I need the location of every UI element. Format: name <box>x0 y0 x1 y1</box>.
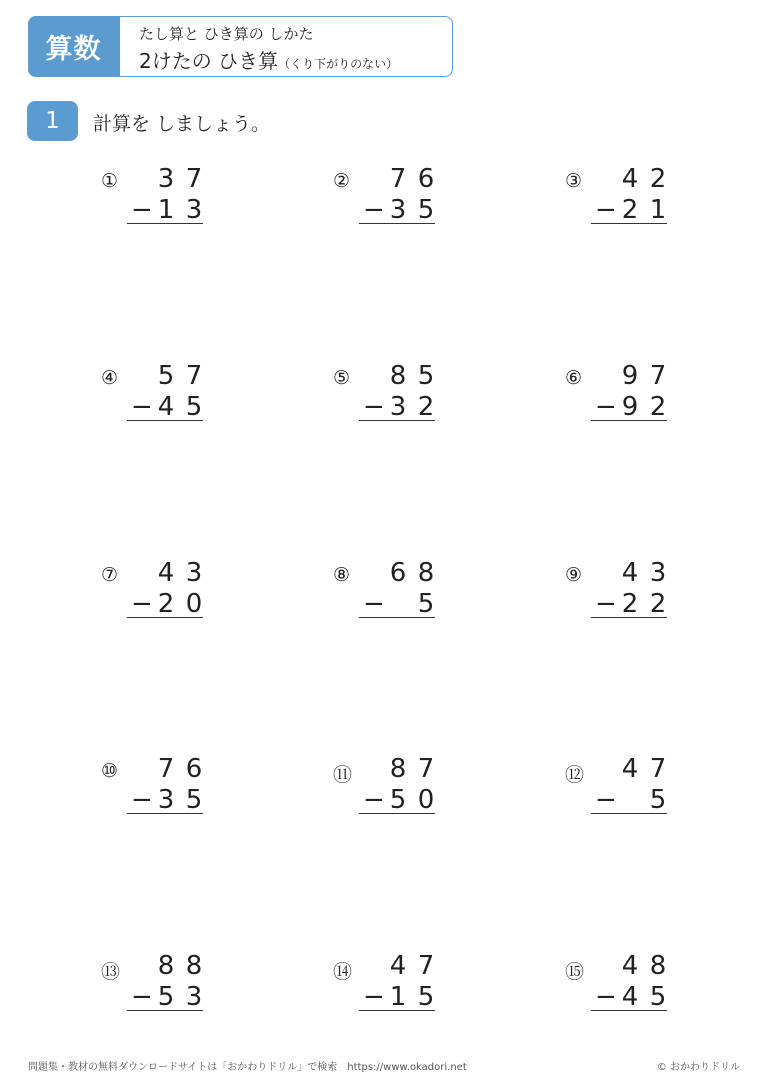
answer-line <box>591 1010 667 1011</box>
digit: 3 <box>185 195 203 225</box>
problem-number: ⑧ <box>333 564 351 586</box>
digit: 1 <box>389 982 407 1012</box>
answer-line <box>359 223 435 224</box>
digit: 4 <box>621 558 639 588</box>
digit: 7 <box>417 951 435 981</box>
digit: 7 <box>185 361 203 391</box>
digit: 5 <box>417 195 435 225</box>
minus-sign: − <box>363 392 385 422</box>
digit: 1 <box>649 195 667 225</box>
problem-number: ⑥ <box>565 367 583 389</box>
digit: 2 <box>649 589 667 619</box>
digit: 4 <box>157 392 175 422</box>
digit: 7 <box>649 754 667 784</box>
problem-15 <box>565 951 675 1015</box>
answer-line <box>127 617 203 618</box>
minuend <box>151 164 209 196</box>
digit: 3 <box>389 392 407 422</box>
problem-number: ⑬ <box>101 961 121 983</box>
digit: 2 <box>417 392 435 422</box>
digit: 5 <box>389 785 407 815</box>
digit: 5 <box>417 982 435 1012</box>
problem-13 <box>101 951 211 1015</box>
minuend <box>383 951 441 983</box>
problem-number: ⑫ <box>565 764 585 786</box>
digit: 5 <box>185 392 203 422</box>
digit: 0 <box>185 589 203 619</box>
header-title-main: 2けたの ひき算 <box>139 49 279 73</box>
digit: 8 <box>389 361 407 391</box>
digit: 3 <box>649 558 667 588</box>
footer-site-info: 問題集・教材の無料ダウンロードサイトは「おかわりドリル」で検索 https://www.okadori.net <box>28 1062 467 1073</box>
digit: 9 <box>621 361 639 391</box>
digit: 5 <box>417 589 435 619</box>
minus-sign: − <box>595 785 617 815</box>
digit: 1 <box>157 195 175 225</box>
digit: 8 <box>417 558 435 588</box>
minuend <box>615 164 673 196</box>
minus-sign: − <box>595 589 617 619</box>
digit: 5 <box>185 785 203 815</box>
digit: 0 <box>417 785 435 815</box>
digit: 9 <box>621 392 639 422</box>
answer-line <box>359 420 435 421</box>
digit: 3 <box>185 982 203 1012</box>
digit: 8 <box>649 951 667 981</box>
digit: 8 <box>389 754 407 784</box>
header-title-line1: たし算と ひき算の しかた <box>139 25 314 43</box>
answer-line <box>591 223 667 224</box>
minuend <box>151 361 209 393</box>
problem-number: ⑭ <box>333 961 353 983</box>
problem-number: ⑪ <box>333 764 353 786</box>
digit: 3 <box>185 558 203 588</box>
minus-sign: − <box>595 982 617 1012</box>
problem-number: ② <box>333 170 351 192</box>
problem-7 <box>101 558 211 622</box>
digit: 2 <box>621 195 639 225</box>
problem-number: ⑦ <box>101 564 119 586</box>
digit: 5 <box>157 982 175 1012</box>
answer-line <box>359 813 435 814</box>
problem-14 <box>333 951 443 1015</box>
digit: 4 <box>621 164 639 194</box>
digit: 2 <box>649 164 667 194</box>
minus-sign: − <box>363 589 385 619</box>
problem-number: ⑨ <box>565 564 583 586</box>
digit: 5 <box>157 361 175 391</box>
minuend <box>383 754 441 786</box>
problem-11 <box>333 754 443 818</box>
minus-sign: − <box>363 195 385 225</box>
header-title-note: （くり下がりのない） <box>278 57 399 71</box>
problem-2 <box>333 164 443 228</box>
minuend <box>615 754 673 786</box>
minus-sign: − <box>131 785 153 815</box>
digit: 7 <box>649 361 667 391</box>
minus-sign: − <box>363 982 385 1012</box>
problem-3 <box>565 164 675 228</box>
digit: 7 <box>185 164 203 194</box>
answer-line <box>359 617 435 618</box>
digit: 2 <box>649 392 667 422</box>
digit: 4 <box>621 982 639 1012</box>
minuend <box>151 754 209 786</box>
answer-line <box>127 813 203 814</box>
minuend <box>383 558 441 590</box>
minus-sign: − <box>131 195 153 225</box>
minuend <box>615 361 673 393</box>
question-instruction: 計算を しましょう。 <box>93 113 271 135</box>
problem-9 <box>565 558 675 622</box>
digit: 8 <box>185 951 203 981</box>
digit: 3 <box>157 164 175 194</box>
digit: 2 <box>157 589 175 619</box>
subject-badge: 算数 <box>28 16 120 77</box>
problem-number: ⑮ <box>565 961 585 983</box>
answer-line <box>591 813 667 814</box>
minus-sign: − <box>131 589 153 619</box>
problem-number: ④ <box>101 367 119 389</box>
digit: 5 <box>649 982 667 1012</box>
answer-line <box>127 1010 203 1011</box>
digit: 4 <box>621 951 639 981</box>
problem-5 <box>333 361 443 425</box>
minuend <box>151 951 209 983</box>
digit: 5 <box>649 785 667 815</box>
digit: 7 <box>157 754 175 784</box>
problem-12 <box>565 754 675 818</box>
problem-4 <box>101 361 211 425</box>
minuend <box>151 558 209 590</box>
minuend <box>383 164 441 196</box>
digit: 4 <box>389 951 407 981</box>
problem-number: ⑩ <box>101 760 119 782</box>
problem-number: ③ <box>565 170 583 192</box>
problem-1 <box>101 164 211 228</box>
digit: 8 <box>157 951 175 981</box>
minus-sign: − <box>131 982 153 1012</box>
digit: 6 <box>417 164 435 194</box>
answer-line <box>591 617 667 618</box>
digit: 7 <box>417 754 435 784</box>
footer-copyright: © おかわりドリル <box>656 1062 740 1073</box>
minuend <box>615 558 673 590</box>
answer-line <box>591 420 667 421</box>
header-title-line2 <box>139 45 398 74</box>
digit: 3 <box>157 785 175 815</box>
digit: 7 <box>389 164 407 194</box>
problem-number: ① <box>101 170 119 192</box>
minuend <box>615 951 673 983</box>
digit: 4 <box>157 558 175 588</box>
minus-sign: − <box>595 195 617 225</box>
digit: 6 <box>185 754 203 784</box>
answer-line <box>359 1010 435 1011</box>
question-number-badge: 1 <box>27 101 78 141</box>
digit: 6 <box>389 558 407 588</box>
digit: 2 <box>621 589 639 619</box>
minus-sign: − <box>131 392 153 422</box>
digit: 3 <box>389 195 407 225</box>
worksheet-header <box>28 16 453 77</box>
problem-8 <box>333 558 443 622</box>
minus-sign: − <box>363 785 385 815</box>
problem-number: ⑤ <box>333 367 351 389</box>
digit: 5 <box>417 361 435 391</box>
digit: 4 <box>621 754 639 784</box>
minus-sign: − <box>595 392 617 422</box>
problem-10 <box>101 754 211 818</box>
answer-line <box>127 223 203 224</box>
problem-6 <box>565 361 675 425</box>
minuend <box>383 361 441 393</box>
answer-line <box>127 420 203 421</box>
